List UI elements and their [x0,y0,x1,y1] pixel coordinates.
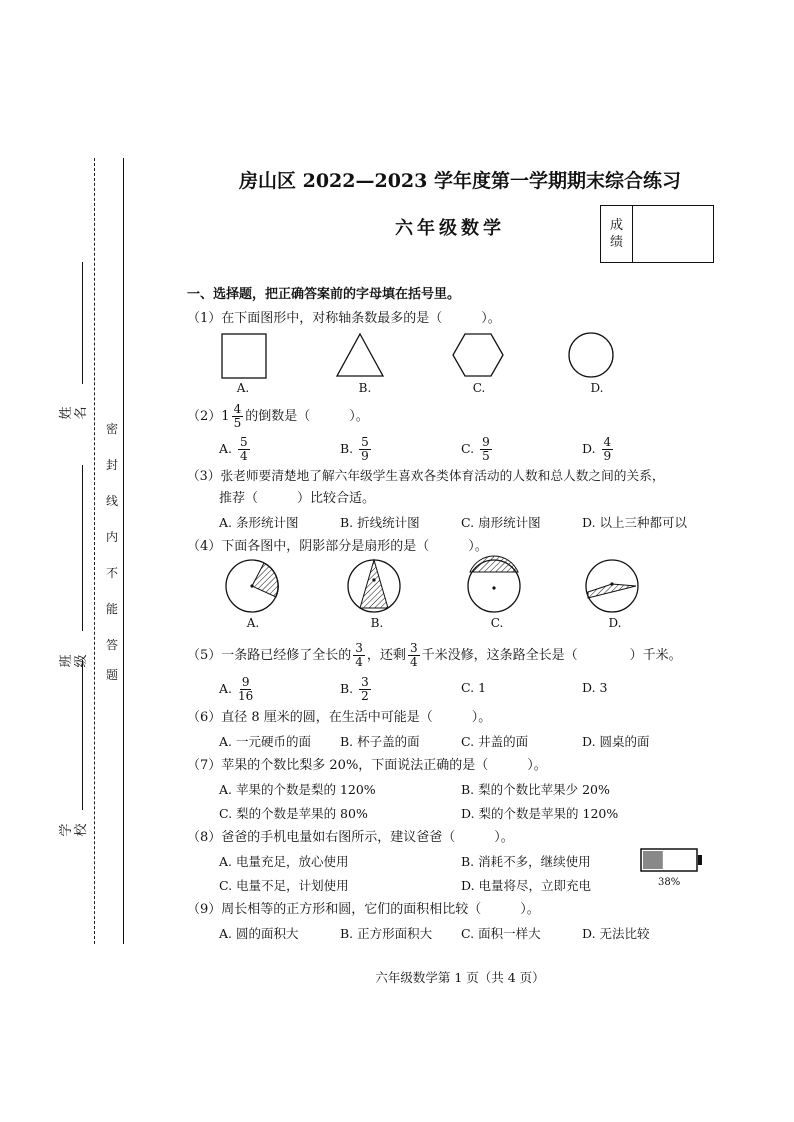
question-9: （9）周长相等的正方形和圆，它们的面积相比较（ ）。 [187,902,540,917]
hexagon-shape [453,334,503,376]
figure-d-wedge [586,560,638,612]
q3-option-b: B. 折线统计图 [340,515,420,530]
question-2: （2）1 $\frac{4}{5}$ 的倒数是（ ）。 [187,402,369,430]
q3-option-a: A. 条形统计图 [219,515,299,530]
q4-label-c: C. [490,616,504,630]
section-heading: 一、选择题，把正确答案前的字母填在括号里。 [187,287,461,302]
question-3-line2: 推荐（ ）比较合适。 [219,491,376,506]
q5-option-c: C. 1 [461,680,487,695]
question-1: （1）在下面图形中，对称轴条数最多的是（ ）。 [187,311,501,326]
q1-label-d: D. [590,381,604,395]
q6-option-b: B. 杯子盖的面 [340,734,420,749]
question-8: （8）爸爸的手机电量如右图所示，建议爸爸（ ）。 [187,830,514,845]
q4-label-b: B. [370,616,384,630]
circle-shape [569,333,613,377]
square-shape [222,334,266,378]
q5-option-a: A. $\frac{9}{16}$ [219,675,254,703]
q7-option-a: A. 苹果的个数是梨的 120% [219,782,376,797]
question-7: （7）苹果的个数比梨多 20%，下面说法正确的是（ ）。 [187,758,547,773]
q3-option-c: C. 扇形统计图 [461,515,541,530]
figure-a-sector [226,560,278,612]
question-3-line1: （3）张老师要清楚地了解六年级学生喜欢各类体育活动的人数和总人数之间的关系， [187,468,665,483]
q3-option-d: D. 以上三种都可以 [582,515,688,530]
seal-char: 题 [105,668,118,682]
binding-dashed-line [94,158,95,944]
q1-label-b: B. [358,381,372,395]
question-5: （5）一条路已经修了全长的 $\frac{3}{4}$ ，还剩 $\frac{3}{4}$ 千米没修，这条路全长是（ ）千米。 [187,641,682,669]
school-fill-line [82,660,83,810]
seal-char: 密 [105,422,118,436]
q8-option-d: D. 电量将尽，立即充电 [461,878,592,893]
page-footer: 六年级数学第 1 页（共 4 页） [375,970,545,985]
q4-label-a: A. [246,616,260,630]
seal-char: 不 [105,566,118,580]
figure-c-segment [468,556,520,612]
seal-char: 封 [105,458,118,472]
seal-char: 答 [105,638,118,652]
score-box[interactable] [600,205,714,263]
triangle-shape [337,334,383,376]
q8-option-a: A. 电量充足，放心使用 [219,854,349,869]
q9-option-d: D. 无法比较 [582,926,650,941]
battery-icon [640,848,710,874]
q2-option-a: A. $\frac{5}{4}$ [219,435,248,463]
q1-shapes [0,330,794,390]
question-6: （6）直径 8 厘米的圆，在生活中可能是（ ）。 [187,710,492,725]
battery-label: 38% [658,877,681,888]
q6-option-a: A. 一元硬币的面 [219,734,311,749]
school-label: 学校 [59,823,89,837]
q6-option-c: C. 井盖的面 [461,734,529,749]
q5-option-d: D. 3 [582,680,608,695]
class-label: 班级 [59,654,89,668]
seal-char: 内 [105,530,118,544]
page-title: 房山区 2022—2023 学年度第一学期期末综合练习 [239,170,681,192]
q1-label-a: A. [236,381,250,395]
page-subtitle: 六年级数学 [395,218,505,239]
seal-char: 线 [105,494,118,508]
q8-option-c: C. 电量不足，计划使用 [219,878,349,893]
q4-figures [0,558,794,618]
q9-option-c: C. 面积一样大 [461,926,541,941]
seal-char: 能 [105,602,118,616]
q8-option-b: B. 消耗不多，继续使用 [461,854,591,869]
score-label: 成绩 [601,206,633,262]
q2-option-b: B. $\frac{5}{9}$ [340,435,369,463]
q1-label-c: C. [472,381,486,395]
q4-label-d: D. [608,616,622,630]
figure-b-triangle [348,560,400,612]
q7-option-b: B. 梨的个数比苹果少 20% [461,782,610,797]
q2-option-d: D. $\frac{4}{9}$ [582,435,612,463]
q7-option-c: C. 梨的个数是苹果的 80% [219,806,368,821]
q2-option-c: C. $\frac{9}{5}$ [461,435,490,463]
q6-option-d: D. 圆桌的面 [582,734,650,749]
name-label: 姓名 [59,406,89,420]
q9-option-b: B. 正方形面积大 [340,926,433,941]
q7-option-d: D. 梨的个数是苹果的 120% [461,806,619,821]
question-4: （4）下面各图中，阴影部分是扇形的是（ ）。 [187,539,488,554]
binding-solid-line [123,158,124,944]
q5-option-b: B. $\frac{3}{2}$ [340,675,369,703]
q9-option-a: A. 圆的面积大 [219,926,299,941]
